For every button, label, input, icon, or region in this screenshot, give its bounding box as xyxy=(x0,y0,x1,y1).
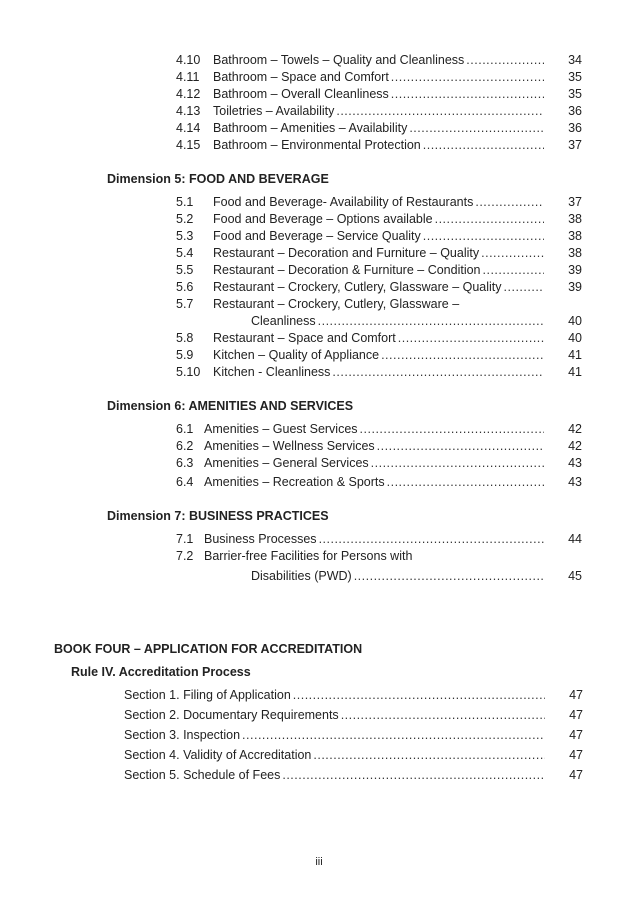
toc-entry xyxy=(176,211,582,227)
toc-entry xyxy=(124,707,583,723)
toc-entry xyxy=(176,455,582,471)
leader-dots xyxy=(381,347,544,363)
entry-number: 5.3 xyxy=(176,229,194,243)
entry-page: 37 xyxy=(568,138,582,152)
leader-dots xyxy=(371,455,544,471)
entry-title: Section 3. Inspection xyxy=(124,728,241,742)
toc-entry xyxy=(124,727,583,743)
entry-page: 38 xyxy=(568,212,582,226)
entry-page: 39 xyxy=(568,263,582,277)
entry-number: 5.1 xyxy=(176,195,194,209)
toc-entry xyxy=(176,347,582,363)
entry-number: 5.4 xyxy=(176,246,194,260)
toc-entry-continuation xyxy=(251,313,582,329)
entry-title: Business Processes xyxy=(204,532,317,546)
entry-page: 37 xyxy=(568,195,582,209)
entry-page: 39 xyxy=(568,280,582,294)
toc-entry xyxy=(124,687,583,703)
leader-dots xyxy=(435,211,544,227)
entry-page: 47 xyxy=(569,768,583,782)
entry-title: Food and Beverage – Service Quality xyxy=(213,229,421,243)
entry-title: Amenities – Wellness Services xyxy=(204,439,375,453)
leader-dots xyxy=(398,330,544,346)
entry-title: Amenities – Guest Services xyxy=(204,422,358,436)
entry-title: Amenities – Recreation & Sports xyxy=(204,475,385,489)
leader-dots xyxy=(387,474,544,490)
entry-title: Bathroom – Overall Cleanliness xyxy=(213,87,389,101)
toc-entry xyxy=(176,86,582,102)
entry-number: 4.12 xyxy=(176,87,201,101)
entry-title: Restaurant – Decoration and Furniture – Quality xyxy=(213,246,480,260)
entry-number: 6.1 xyxy=(176,422,194,436)
entry-page: 40 xyxy=(568,331,582,345)
leader-dots xyxy=(423,137,544,153)
entry-number: 4.11 xyxy=(176,70,200,84)
entry-page: 36 xyxy=(568,121,582,135)
entry-number: 7.2 xyxy=(176,549,194,563)
entry-page: 36 xyxy=(568,104,582,118)
leader-dots xyxy=(242,727,545,743)
toc-entry xyxy=(176,194,582,210)
entry-title: Kitchen – Quality of Appliance xyxy=(213,348,380,362)
entry-title: Restaurant – Decoration & Furniture – Condition xyxy=(213,263,481,277)
entry-title: Section 4. Validity of Accreditation xyxy=(124,748,312,762)
entry-page: 40 xyxy=(568,314,582,328)
entry-title: Barrier-free Facilities for Persons with xyxy=(204,549,413,563)
toc-entry xyxy=(176,228,582,244)
leader-dots xyxy=(354,568,544,584)
entry-page: 35 xyxy=(568,70,582,84)
toc-entry xyxy=(176,438,582,454)
entry-title: Restaurant – Space and Comfort xyxy=(213,331,396,345)
leader-dots xyxy=(409,120,544,136)
entry-number: 5.7 xyxy=(176,297,194,311)
toc-entry xyxy=(176,120,582,136)
page-number: iii xyxy=(315,856,323,868)
leader-dots xyxy=(282,767,545,783)
entry-number: 5.5 xyxy=(176,263,194,277)
entry-number: 4.10 xyxy=(176,53,201,67)
entry-page: 45 xyxy=(568,569,582,583)
section-heading: Dimension 5: FOOD AND BEVERAGE xyxy=(107,172,329,186)
leader-dots xyxy=(313,747,545,763)
entry-page: 35 xyxy=(568,87,582,101)
section-heading: Dimension 7: BUSINESS PRACTICES xyxy=(107,509,329,523)
entry-title: Section 1. Filing of Application xyxy=(124,688,291,702)
leader-dots xyxy=(423,228,544,244)
toc-entry xyxy=(176,279,582,295)
entry-title: Section 5. Schedule of Fees xyxy=(124,768,281,782)
entry-page: 47 xyxy=(569,708,583,722)
toc-entry xyxy=(176,364,582,380)
entry-title: Bathroom – Environmental Protection xyxy=(213,138,421,152)
entry-page: 43 xyxy=(568,475,582,489)
leader-dots xyxy=(332,364,544,380)
entry-page: 38 xyxy=(568,246,582,260)
leader-dots xyxy=(360,421,544,437)
toc-entry xyxy=(176,103,582,119)
leader-dots xyxy=(481,245,544,261)
entry-title: Section 2. Documentary Requirements xyxy=(124,708,339,722)
entry-page: 41 xyxy=(568,348,582,362)
entry-page: 44 xyxy=(568,532,582,546)
entry-number: 6.2 xyxy=(176,439,194,453)
entry-number: 6.3 xyxy=(176,456,194,470)
entry-title: Kitchen - Cleanliness xyxy=(213,365,331,379)
leader-dots xyxy=(293,687,545,703)
entry-title: Bathroom – Amenities – Availability xyxy=(213,121,408,135)
rule-heading: Rule IV. Accreditation Process xyxy=(71,665,251,679)
entry-title: Amenities – General Services xyxy=(204,456,369,470)
entry-title: Toiletries – Availability xyxy=(213,104,335,118)
entry-page: 42 xyxy=(568,439,582,453)
leader-dots xyxy=(391,69,544,85)
section-heading: Dimension 6: AMENITIES AND SERVICES xyxy=(107,399,354,413)
leader-dots xyxy=(341,707,545,723)
entry-number: 6.4 xyxy=(176,475,194,489)
entry-number: 4.13 xyxy=(176,104,201,118)
entry-title: Bathroom – Towels – Quality and Cleanliness xyxy=(213,53,465,67)
toc-entry xyxy=(176,330,582,346)
toc-entry xyxy=(176,69,582,85)
toc-entry xyxy=(176,548,582,564)
entry-title: Cleanliness xyxy=(251,314,316,328)
leader-dots xyxy=(319,531,544,547)
toc-entry xyxy=(124,767,583,783)
entry-title: Bathroom – Space and Comfort xyxy=(213,70,389,84)
toc-entry xyxy=(176,531,582,547)
entry-title: Food and Beverage – Options available xyxy=(213,212,433,226)
entry-page: 47 xyxy=(569,688,583,702)
entry-number: 5.9 xyxy=(176,348,194,362)
toc-entry xyxy=(176,296,582,312)
entry-title: Food and Beverage- Availability of Restaurants xyxy=(213,195,474,209)
leader-dots xyxy=(483,262,544,278)
leader-dots xyxy=(504,279,544,295)
leader-dots xyxy=(391,86,544,102)
entry-number: 7.1 xyxy=(176,532,194,546)
entry-title: Restaurant – Crockery, Cutlery, Glassware – xyxy=(213,297,460,311)
entry-number: 4.14 xyxy=(176,121,201,135)
entry-page: 43 xyxy=(568,456,582,470)
entry-number: 5.6 xyxy=(176,280,194,294)
leader-dots xyxy=(318,313,544,329)
entry-page: 42 xyxy=(568,422,582,436)
leader-dots xyxy=(336,103,544,119)
book-heading: BOOK FOUR – APPLICATION FOR ACCREDITATION xyxy=(54,642,363,656)
entry-page: 47 xyxy=(569,728,583,742)
toc-entry xyxy=(176,474,582,490)
leader-dots xyxy=(377,438,544,454)
toc-entry xyxy=(176,262,582,278)
entry-page: 34 xyxy=(568,53,582,67)
entry-number: 5.2 xyxy=(176,212,194,226)
toc-entry xyxy=(176,137,582,153)
entry-number: 5.10 xyxy=(176,365,201,379)
toc-entry xyxy=(176,421,582,437)
toc-entry-continuation xyxy=(251,568,582,584)
leader-dots xyxy=(466,52,544,68)
entry-number: 4.15 xyxy=(176,138,201,152)
entry-page: 47 xyxy=(569,748,583,762)
entry-title: Disabilities (PWD) xyxy=(251,569,352,583)
toc-entry xyxy=(176,245,582,261)
entry-title: Restaurant – Crockery, Cutlery, Glassware – Quality xyxy=(213,280,502,294)
entry-page: 41 xyxy=(568,365,582,379)
toc-entry xyxy=(124,747,583,763)
entry-number: 5.8 xyxy=(176,331,194,345)
leader-dots xyxy=(475,194,544,210)
toc-entry xyxy=(176,52,582,68)
entry-page: 38 xyxy=(568,229,582,243)
